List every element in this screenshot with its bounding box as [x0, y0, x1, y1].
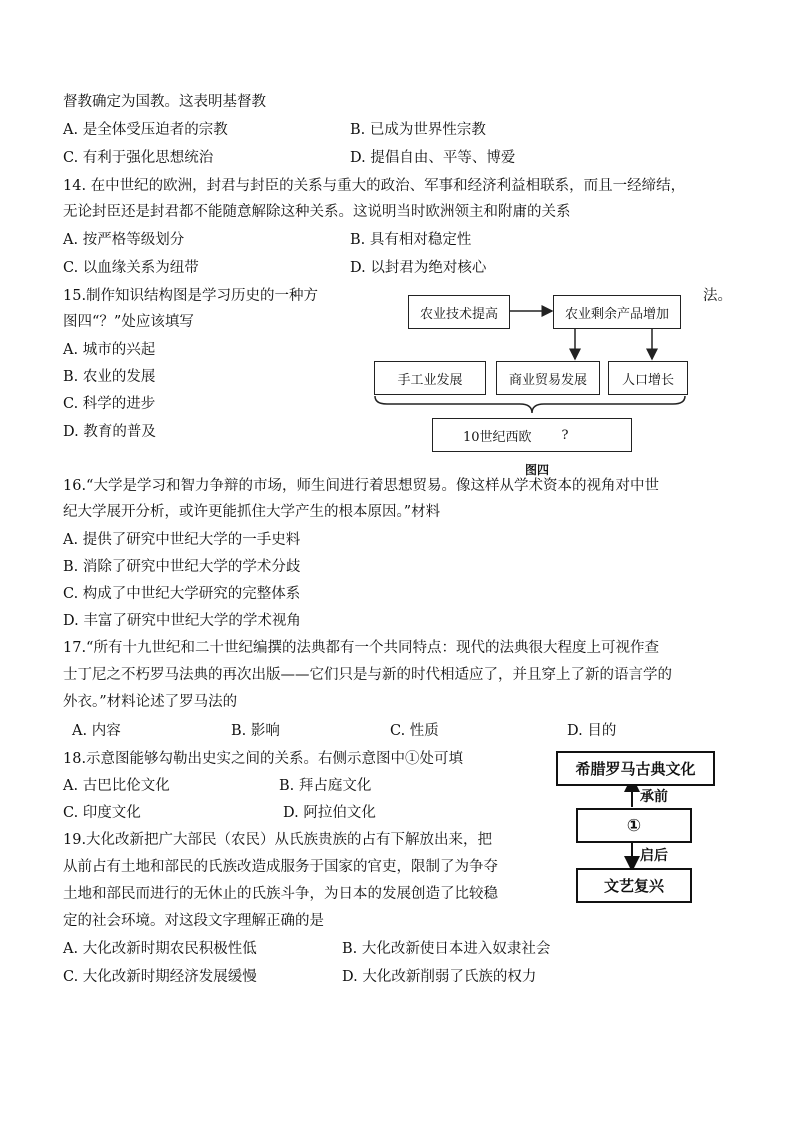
q15-stem-line2: 图四“？”处应该填写: [63, 314, 194, 330]
q17-option-d[interactable]: D. 目的: [567, 723, 617, 739]
q17-stem-line1: 17.“所有十九世纪和二十世纪编撰的法典都有一个共同特点：现代的法典很大程度上可视作查: [63, 640, 659, 656]
q14-stem-line1: 14. 在中世纪的欧洲，封君与封臣的关系与重大的政治、军事和经济利益相联系，而且一经缔结，: [63, 178, 686, 194]
result-prefix: 10世纪西欧: [463, 429, 532, 445]
q19-option-d[interactable]: D. 大化改新削弱了氏族的权力: [342, 969, 537, 985]
q18-option-a[interactable]: A. 古巴比伦文化: [63, 778, 170, 794]
q15-option-d[interactable]: D. 教育的普及: [63, 424, 156, 440]
q17-option-b[interactable]: B. 影响: [231, 723, 280, 739]
q15-stem-line1: 15.制作知识结构图是学习历史的一种方: [63, 288, 319, 304]
box-renaissance: 文艺复兴: [576, 868, 692, 903]
q19-stem-line4: 定的社会环境。对这段文字理解正确的是: [63, 913, 324, 929]
q17-option-a[interactable]: A. 内容: [72, 723, 121, 739]
label-open: 启后: [640, 848, 668, 864]
box-agri-tech: 农业技术提高: [408, 295, 510, 329]
q14-option-b[interactable]: B. 具有相对稳定性: [350, 232, 472, 248]
q15-stem-line1-end: 法。: [703, 288, 732, 304]
q17-stem-line2: 士丁尼之不朽罗马法典的再次出版——它们只是与新的时代相适应了，并且穿上了新的语言学的: [63, 667, 672, 683]
box-greco-roman: 希腊罗马古典文化: [556, 751, 715, 786]
box-handicraft: 手工业发展: [374, 361, 486, 395]
q16-stem-line2: 纪大学展开分析，或许更能抓住大学产生的根本原因。”材料: [63, 504, 441, 520]
q17-stem-line3: 外衣。”材料论述了罗马法的: [63, 694, 238, 710]
q14-option-a[interactable]: A. 按严格等级划分: [63, 232, 185, 248]
q13-option-b[interactable]: B. 已成为世界性宗教: [350, 122, 486, 138]
result-question-mark: ?: [561, 427, 569, 443]
q18-option-c[interactable]: C. 印度文化: [63, 805, 141, 821]
q18-stem: 18.示意图能够勾勒出史实之间的关系。右侧示意图中①处可填: [63, 751, 464, 767]
q15-option-c[interactable]: C. 科学的进步: [63, 396, 156, 412]
q16-stem-line1: 16.“大学是学习和智力争辩的市场，师生间进行着思想贸易。像这样从学术资本的视角对中世: [63, 478, 659, 494]
q15-option-a[interactable]: A. 城市的兴起: [63, 342, 156, 358]
q18-option-d[interactable]: D. 阿拉伯文化: [283, 805, 376, 821]
q17-option-c[interactable]: C. 性质: [390, 723, 439, 739]
q13-stem: 督教确定为国教。这表明基督教: [63, 94, 266, 110]
figure4-caption: 图四: [525, 463, 550, 477]
q16-option-c[interactable]: C. 构成了中世纪大学研究的完整体系: [63, 586, 301, 602]
q13-option-d[interactable]: D. 提倡自由、平等、博爱: [350, 150, 516, 166]
q14-option-c[interactable]: C. 以血缘关系为纽带: [63, 260, 199, 276]
q19-stem-line2: 从前占有土地和部民的氏族改造成服务于国家的官吏，限制了为争夺: [63, 859, 498, 875]
q16-option-a[interactable]: A. 提供了研究中世纪大学的一手史料: [63, 532, 301, 548]
q15-option-b[interactable]: B. 农业的发展: [63, 369, 156, 385]
q19-option-a[interactable]: A. 大化改新时期农民积极性低: [63, 941, 257, 957]
label-inherit: 承前: [640, 789, 668, 805]
q13-option-c[interactable]: C. 有利于强化思想统治: [63, 150, 214, 166]
q16-option-d[interactable]: D. 丰富了研究中世纪大学的学术视角: [63, 613, 301, 629]
q19-stem-line3: 土地和部民而进行的无休止的氏族斗争，为日本的发展创造了比较稳: [63, 886, 498, 902]
box-population: 人口增长: [608, 361, 688, 395]
q19-option-c[interactable]: C. 大化改新时期经济发展缓慢: [63, 969, 257, 985]
q19-option-b[interactable]: B. 大化改新使日本进入奴隶社会: [342, 941, 551, 957]
box-trade: 商业贸易发展: [496, 361, 600, 395]
q14-stem-line2: 无论封臣还是封君都不能随意解除这种关系。这说明当时欧洲领主和附庸的关系: [63, 204, 571, 220]
q19-stem-line1: 19.大化改新把广大部民（农民）从氏族贵族的占有下解放出来，把: [63, 832, 493, 848]
q13-option-a[interactable]: A. 是全体受压迫者的宗教: [63, 122, 228, 138]
q18-option-b[interactable]: B. 拜占庭文化: [279, 778, 372, 794]
box-blank-1: ①: [576, 808, 692, 843]
box-agri-surplus: 农业剩余产品增加: [553, 295, 681, 329]
q14-option-d[interactable]: D. 以封君为绝对核心: [350, 260, 487, 276]
q16-option-b[interactable]: B. 消除了研究中世纪大学的学术分歧: [63, 559, 301, 575]
